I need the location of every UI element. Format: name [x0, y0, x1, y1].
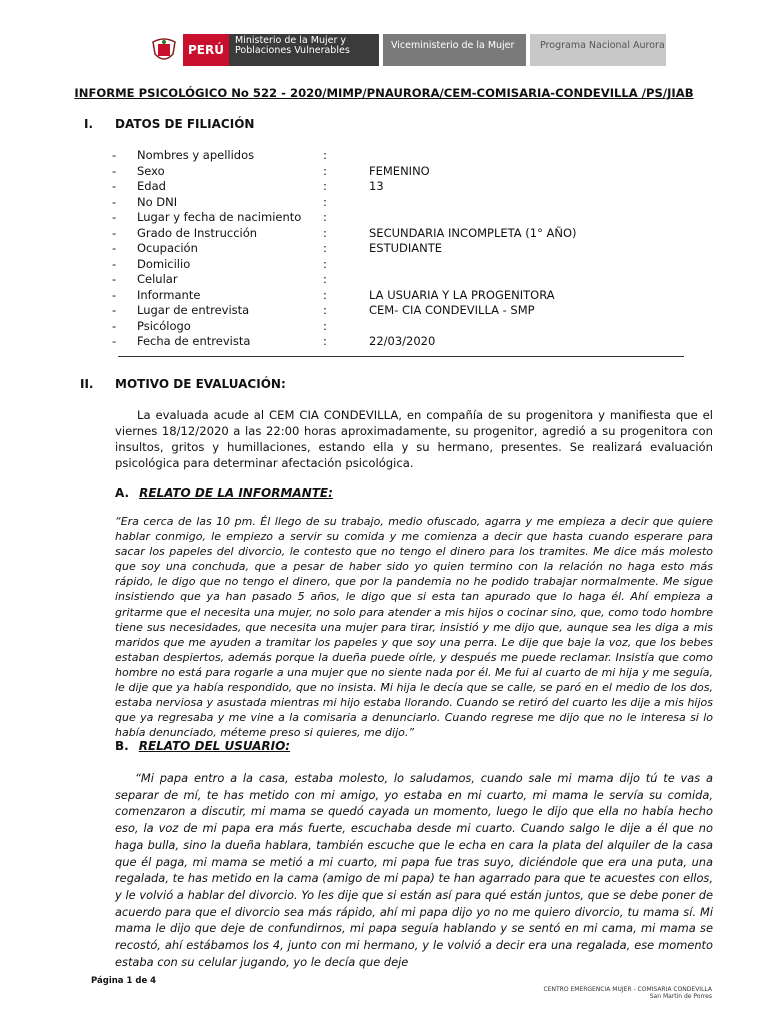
coat-of-arms-icon	[145, 34, 183, 66]
field-label: Nombres y apellidos	[137, 148, 255, 162]
subsection-a-title: RELATO DE LA INFORMANTE:	[139, 486, 333, 500]
bullet-dash: -	[112, 303, 117, 317]
filiation-row	[112, 179, 732, 195]
section-number-2: II.	[80, 377, 94, 391]
field-colon: :	[323, 287, 327, 302]
motivo-paragraph: La evaluada acude al CEM CIA CONDEVILLA, en compañía de su progenitora y manifiesta que el viernes 18/12/2020 a las 22:00 horas aproximadamente, su progenitor, agredió a su progenitora con insultos, gritos y humillaciones, estando ella y su hermano, presentes. Se realizará evaluación psicológica para determinar afectación psicológica.	[115, 408, 713, 470]
bullet-dash: -	[112, 148, 117, 162]
filiation-row	[112, 195, 732, 211]
subsection-b-letter: B.	[115, 739, 129, 753]
relato-informante: “Era cerca de las 10 pm. Él llego de su trabajo, medio ofuscado, agarra y me empieza a decir que quiere hablar conmigo, le empiezo a servir su comida y me comienza a decir que hasta cuando esperare para sacar los papeles del divorcio, le contesto que no tengo el dinero para los tramites. Me dice más molesto que soy una conchuda, que a pesar de haber sido yo quien termino con la relación no haga esto más rápido, le digo que no tengo el dinero, que por la pandemia no he podido trabajar normalmente. Me sigue insistiendo que ya han pasado 5 años, le digo que si esta tan apurado que lo haga él. Ahí empieza a gritarme que el necesita una mujer, no solo para atender a mis hijos o cocinar sino, que, como todo hombre tiene sus necesidades, que necesita una mujer para tirar, insistió y me dijo que, aunque sea les diga a mis maridos que me ayuden a tramitar los papeles y que soy una perra. Le dije que baje la voz, que los bebes estaban despiertos, además porque la dueña puede oírle, y después me puede reclamar. Insistía que como hombre no está para rogarle a una mujer que no siente nada por él. Me fui al cuarto de mi hija y me seguía, le dije que ya había respondido, que no insista. Mi hija le decía que se calle, se paró en el medio de los dos, estaba nerviosa y asustada mientras mi hijo estaba llorando. Cuando se retiró del cuarto les dije a mis hijos que ya regresaba y me vine a la comisaria a denunciarlo. Cuando regrese me dijo que no le interesa si lo había denunciado, méteme preso si quieres, me dijo.”	[115, 515, 713, 740]
bullet-dash: -	[112, 163, 117, 178]
filiation-row	[112, 303, 732, 319]
field-colon: :	[323, 194, 327, 209]
field-colon: :	[323, 303, 327, 317]
field-value: 13	[369, 179, 384, 193]
bullet-dash: -	[112, 179, 117, 193]
subsection-b-title: RELATO DEL USUARIO:	[138, 739, 291, 753]
bullet-dash: -	[112, 256, 117, 271]
field-label: Grado de Instrucción	[137, 225, 258, 240]
field-label: Ocupación	[137, 241, 198, 255]
filiation-row	[112, 257, 732, 273]
field-value: ESTUDIANTE	[369, 241, 443, 255]
section-title-2: MOTIVO DE EVALUACIÓN:	[115, 377, 286, 391]
bullet-dash: -	[112, 225, 117, 240]
subsection-a-heading	[115, 486, 333, 500]
peru-logo: PERÚ	[183, 34, 229, 66]
bullet-dash: -	[112, 241, 117, 255]
filiation-row	[112, 148, 732, 164]
filiation-list	[112, 148, 732, 350]
program-label: Programa Nacional Aurora	[530, 34, 666, 66]
field-colon: :	[323, 256, 327, 271]
section-number-1: I.	[84, 117, 94, 131]
filiation-row	[112, 210, 732, 226]
field-colon: :	[323, 334, 327, 348]
field-label: No DNI	[137, 194, 178, 209]
footer-address	[544, 986, 712, 1001]
page-number: Página 1 de 4	[91, 976, 157, 986]
field-colon: :	[323, 318, 327, 333]
field-label: Psicólogo	[137, 318, 191, 333]
subsection-b-heading	[115, 739, 290, 753]
filiation-row	[112, 164, 732, 180]
field-colon: :	[323, 179, 327, 193]
filiation-row	[112, 272, 732, 288]
bullet-dash: -	[112, 210, 117, 224]
field-colon: :	[323, 272, 327, 286]
bullet-dash: -	[112, 287, 117, 302]
filiation-row	[112, 288, 732, 304]
filiation-row	[112, 334, 732, 350]
footer-line-2: San Martin de Porres	[649, 993, 712, 1001]
bullet-dash: -	[112, 318, 117, 333]
relato-usuario: “Mi papa entro a la casa, estaba molesto, lo saludamos, cuando sale mi mama dijo tú te vas a separar de mí, te has metido con mi amigo, yo estaba en mi cuarto, mi mama le servía su comida, comenzaron a discutir, mi mama se quedó cayada un momento, luego le dijo que ella no había hecho eso, la voz de mi papa era más fuerte, escuchaba desde mi cuarto. Cuando salgo le dije a él que no haga bulla, sino la dueña hablara, también escuche que le echa en cara la plata del alquiler de la casa que él paga, mi mama se metió a mi cuarto, mi papa fue tras suyo, diciéndole que era una puta, una regalada, te has metido en la cama (amigo de mi papa) te han agarrado para que te acuestes con ellos, y le volvió a hablar del divorcio. Yo les dije que si están así para qué están juntos, que se debe poner de acuerdo para que el divorcio sea más rápido, ahí mi papa dijo yo no me quiero divorcio, tu mama sí. Mi mama le dijo que deje de confundirnos, mi papa seguía hablando y se sentó en mi cama, mi mama se recostó, ahí estábamos los 4, junto con mi hermano, y le volvió a decir era una regalada, ese momento estaba con su celular jugando, yo le decía que deje	[115, 771, 713, 969]
field-colon: :	[323, 163, 327, 178]
field-value: CEM- CIA CONDEVILLA - SMP	[369, 303, 535, 317]
bullet-dash: -	[112, 194, 117, 209]
ministry-label: Ministerio de la Mujer y Poblaciones Vulnerables	[229, 34, 379, 66]
field-colon: :	[323, 148, 327, 162]
bullet-dash: -	[112, 272, 117, 286]
field-value: SECUNDARIA INCOMPLETA (1° AÑO)	[369, 225, 577, 240]
field-label: Informante	[137, 287, 201, 302]
report-title: INFORME PSICOLÓGICO No 522 - 2020/MIMP/PNAURORA/CEM-COMISARIA-CONDEVILLA /PS/JIAB	[74, 86, 694, 100]
subsection-a-letter: A.	[115, 486, 130, 500]
footer-line-1: CENTRO EMERGENCIA MUJER - COMISARIA CONDEVILLA	[543, 986, 712, 993]
field-label: Domicilio	[137, 256, 191, 271]
filiation-row	[112, 241, 732, 257]
bullet-dash: -	[112, 334, 117, 348]
filiation-row	[112, 226, 732, 242]
field-colon: :	[323, 225, 327, 240]
header-banner	[145, 34, 677, 66]
filiation-row	[112, 319, 732, 335]
field-value: LA USUARIA Y LA PROGENITORA	[369, 287, 555, 302]
field-value: 22/03/2020	[369, 334, 436, 348]
field-colon: :	[323, 241, 327, 255]
field-label: Celular	[137, 272, 178, 286]
section-title-1: DATOS DE FILIACIÓN	[115, 117, 255, 131]
field-label: Lugar de entrevista	[137, 303, 250, 317]
field-label: Lugar y fecha de nacimiento	[137, 210, 302, 224]
field-colon: :	[323, 210, 327, 224]
divider	[118, 356, 684, 357]
viceministry-label: Viceministerio de la Mujer	[383, 34, 526, 66]
field-label: Sexo	[137, 163, 165, 178]
field-label: Edad	[137, 179, 166, 193]
field-value: FEMENINO	[369, 163, 430, 178]
field-label: Fecha de entrevista	[137, 334, 251, 348]
